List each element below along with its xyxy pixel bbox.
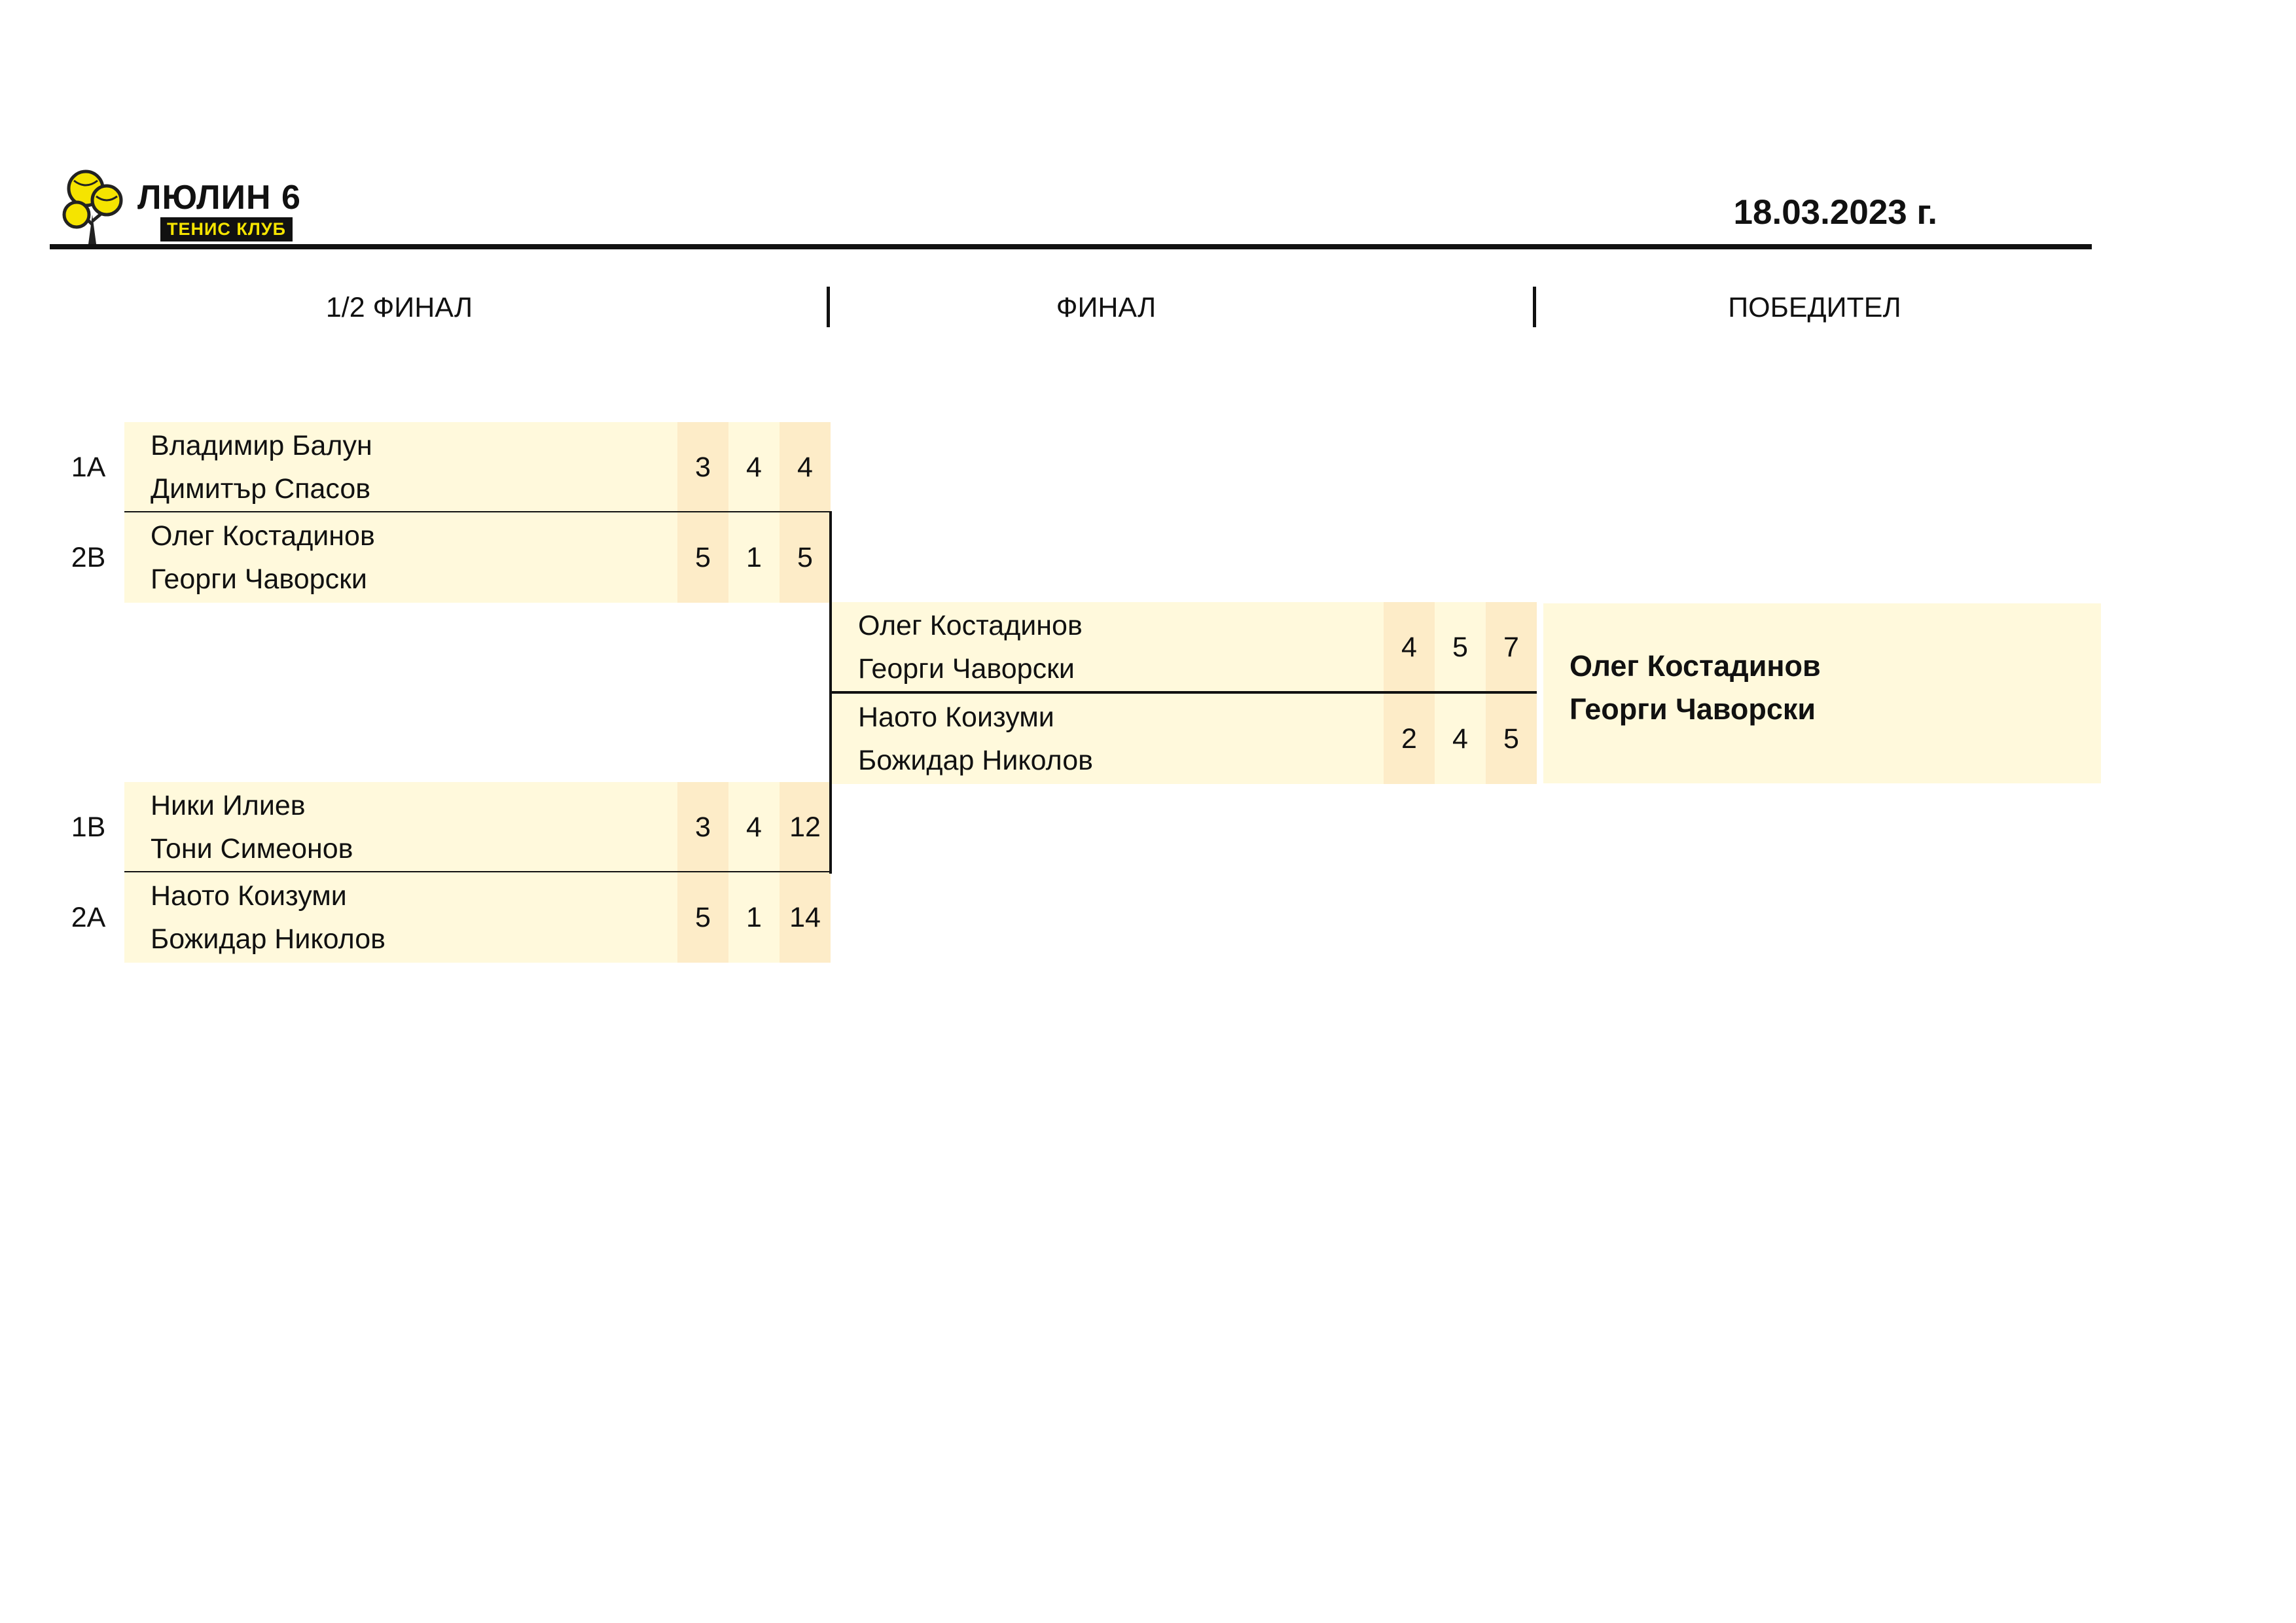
header-winner: ПОБЕДИТЕЛ [1728, 292, 1901, 323]
set-score: 4 [1435, 694, 1486, 784]
seed-label: 2A [71, 902, 106, 933]
set-score: 3 [677, 782, 728, 872]
logo-subtitle: ТЕНИС КЛУБ [160, 217, 293, 241]
seed-label: 1B [71, 812, 106, 843]
player-name: Георги Чаворски [151, 563, 367, 595]
tournament-date: 18.03.2023 г. [1733, 193, 1937, 232]
player-name: Георги Чаворски [858, 653, 1075, 685]
final-team [832, 694, 1384, 784]
set-score: 12 [780, 782, 831, 872]
set-score: 14 [780, 872, 831, 963]
set-score: 5 [1486, 694, 1537, 784]
set-score: 4 [780, 422, 831, 512]
player-name: Олег Костадинов [858, 610, 1083, 641]
set-score: 1 [728, 872, 780, 963]
winner-name: Георги Чаворски [1570, 692, 1816, 726]
player-name: Олег Костадинов [151, 520, 375, 552]
semifinal-team [124, 512, 677, 603]
player-name: Димитър Спасов [151, 473, 371, 505]
set-score: 2 [1384, 694, 1435, 784]
player-name: Наото Коизуми [858, 702, 1054, 733]
seed-label: 2B [71, 542, 106, 573]
winner-name: Олег Костадинов [1570, 649, 1821, 683]
player-name: Наото Коизуми [151, 880, 347, 912]
header-final: ФИНАЛ [1056, 292, 1157, 323]
player-name: Тони Симеонов [151, 833, 353, 865]
seed-label: 1A [71, 452, 106, 483]
final-team [832, 602, 1384, 692]
player-name: Божидар Николов [858, 745, 1093, 776]
set-score: 5 [780, 512, 831, 603]
player-name: Божидар Николов [151, 923, 386, 955]
winner-box [1543, 603, 2101, 783]
logo-title: ЛЮЛИН 6 [137, 179, 301, 217]
semifinal-team [124, 782, 677, 872]
player-name: Владимир Балун [151, 430, 372, 461]
set-score: 1 [728, 512, 780, 603]
set-score: 7 [1486, 602, 1537, 692]
set-score: 4 [1384, 602, 1435, 692]
set-score: 3 [677, 422, 728, 512]
header-semifinal: 1/2 ФИНАЛ [325, 292, 473, 323]
set-score: 5 [677, 872, 728, 963]
semifinal-team [124, 422, 677, 512]
set-score: 4 [728, 782, 780, 872]
set-score: 5 [677, 512, 728, 603]
set-score: 4 [728, 422, 780, 512]
player-name: Ники Илиев [151, 790, 306, 821]
semifinal-team [124, 872, 677, 963]
tennis-tree-icon [62, 169, 134, 247]
club-logo [62, 169, 311, 247]
header-divider [50, 244, 2092, 249]
set-score: 5 [1435, 602, 1486, 692]
